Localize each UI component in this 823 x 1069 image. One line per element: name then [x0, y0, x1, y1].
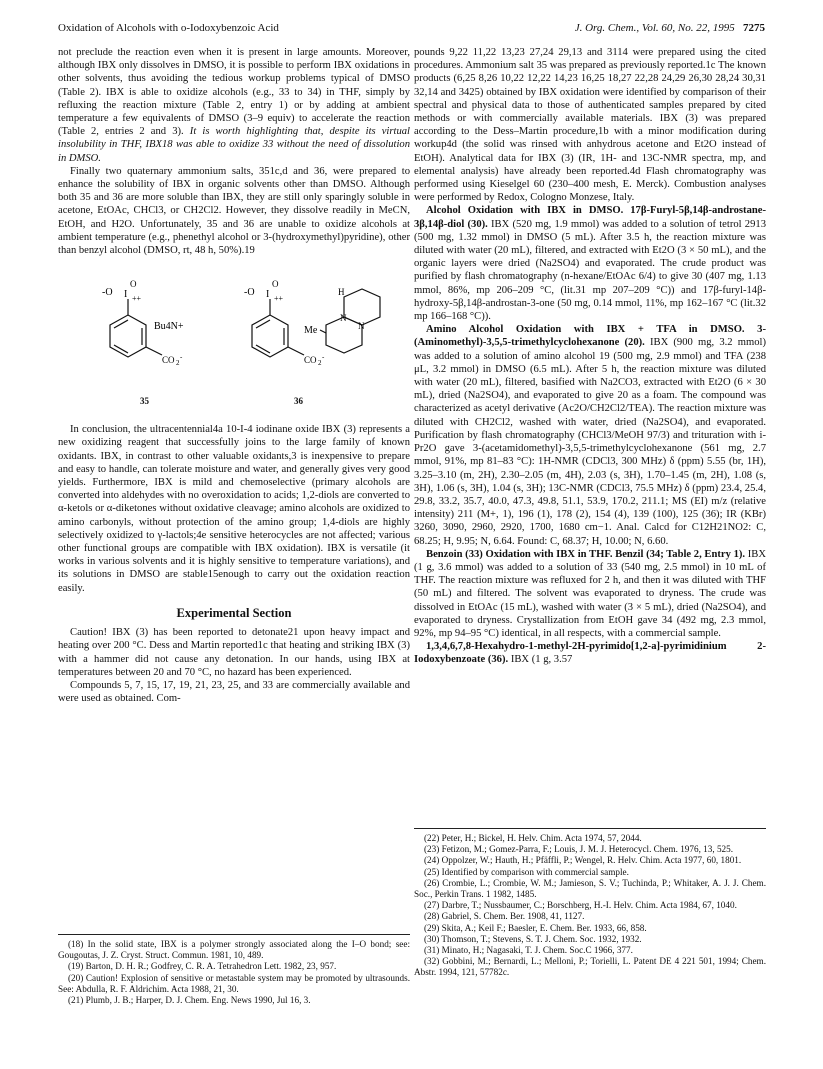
- footnote: (23) Fetizon, M.; Gomez-Parra, F.; Louis, J. M. J. Heterocycl. Chem. 1976, 13, 525.: [424, 844, 734, 855]
- running-head-title: Oxidation of Alcohols with o-Iodoxybenzoic Acid: [58, 22, 279, 34]
- footnote: (20) Caution! Explosion of sensitive or metastable system may be promoted by ultrasounds. See: Abdulla, R. F. Aldrichim. Acta 1988, 21, 30.: [58, 972, 410, 994]
- footnote: (18) In the solid state, IBX is a polymer strongly associated along the I–O bond; see: Gougoutas, J. Z. Cryst. Struct. Commun. 1981, 10, 489.: [58, 939, 410, 961]
- paragraph-left-4: Caution! IBX (3) has been reported to detonate21 upon heavy impact and heating over 200 °C. Dess and Martin reported1c that heating and striking IBX (3) with a hammer did not cause any detonation. In our hands, using IBX at temperatures between 20 and 70 °C, no hazard has been experienced.: [58, 627, 410, 678]
- footnote: (29) Skita, A.; Keil F.; Baesler, E. Chem. Ber. 1933, 66, 858.: [424, 922, 647, 933]
- footnote: (28) Gabriel, S. Chem. Ber. 1908, 41, 1127.: [424, 911, 585, 922]
- section-title: Experimental Section: [176, 605, 292, 620]
- paragraph-right-2: Alcohol Oxidation with IBX in DMSO. 17β-Furyl-5β,14β-androstane-3β,14β-diol (30). IBX (520 mg, 1.9 mmol) was added to a solution of tetrol 2913 (500 mg, 1.32 mmol) in DMSO (5 mL). After 3.5 h, the reaction mixture was diluted with water (20 mL), filtered, and extracted with Et2O (3 × 50 mL), and the organic layers were dried (Na2SO4) and evaporated. The crude product was purified by flash chromatography (n-hexane/EtOAc 6/4) to give 30 (407 mg, 1.13 mmol, 86%, mp 206–209 °C, (lit.31 mp 207–209 °C)) and 17β-furyl-14β-hydroxy-5β,14β-androstan-3-one (50 mg, 0.14 mmol, 11%, mp 162–167 °C (lit.32 mp 166–168 °C)).: [414, 205, 766, 323]
- chemical-structures: [58, 267, 410, 417]
- paragraph-right-4: Benzoin (33) Oxidation with IBX in THF. Benzil (34; Table 2, Entry 1). IBX (1 g, 3.6 mmol) was added to a solution of 33 (540 mg, 2.5 mmol) in 10 mL of THF. The reaction mixture was refluxed for 2 h, and then it was diluted with THF (50 mL) and filtered. The solvent was evaporated to dryness. The crude was dissolved in EtOAc (15 mL), washed with water (3 × 5 mL), dried (Na2SO4), and evaporated to dryness. Crystallization from EtOH gave 34 (492 mg, 2.3 mmol, 92%, mp 94–95 °C) identical, in all respects, with a commercial sample.: [414, 548, 766, 639]
- paragraph-right-5: 1,3,4,6,7,8-Hexahydro-1-methyl-2H-pyrimido[1,2-a]-pyrimidinium 2-Iodoxybenzoate (36). IBX (1 g, 3.57: [414, 641, 766, 666]
- footnotes-right: [414, 828, 766, 979]
- svg-text:-: -: [180, 353, 183, 362]
- paragraph-right-1: pounds 9,22 11,22 13,23 27,24 29,13 and 3114 were prepared using the cited procedures. Ammonium salt 35 was prepared as previously reported.1c The known products (6,25 8,26 10,22 12,22 14,23 16,25 18,27 22,28 24,29 26,30 28,24 30,31 32,14 and 3425) obtained by IBX oxidation were identified by comparison of their spectral and physical data to those of authenticated samples prepared by cited methods or with commercially available materials. IBX (3) was prepared according to the Dess–Martin procedure,1b with a minor modification during workup4d (the solid was rinsed with anhydrous acetone and Et2O instead of EtOH). Analytical data for IBX (3) (IR, 1H- and 13C-NMR spectra, mp, and elemental analysis) have already been reported.4d Flash chromatography was performed using Kieselgel 60 (230–400 mesh, E. Merck). Combustion analyses were performed by Redox, Cologno Monzese, Italy.: [414, 47, 766, 204]
- footnote: (19) Barton, D. H. R.; Godfrey, C. R. A. Tetrahedron Lett. 1982, 23, 957.: [68, 961, 337, 972]
- svg-text:2: 2: [176, 359, 180, 368]
- footnote: (21) Plumb, J. B.; Harper, D. J. Chem. Eng. News 1990, Jul 16, 3.: [68, 995, 311, 1006]
- footnotes-left: [58, 934, 410, 1006]
- struct-35-o-minus: -O: [102, 287, 113, 299]
- footnote: (31) Minato, H.; Nagasaki, T. J. Chem. Soc.C 1966, 377.: [424, 945, 633, 956]
- footnote: (32) Gobbini, M.; Bernardi, L.; Melloni, P.; Torielli, L. Patent DE 4 221 501, 1994; Chem. Abstr. 1994, 121, 57782c.: [414, 956, 766, 978]
- label-35: 35: [140, 396, 149, 407]
- structures-svg: [58, 267, 410, 417]
- footnote-rule: [414, 828, 766, 829]
- paragraph-left-1: not preclude the reaction even when it is present in large amounts. Moreover, although IBX only dissolves in DMSO, it is possible to perform IBX oxidations in other solvents, thus avoiding the tedious workup problems typical of DMSO (Table 2). IBX is able to oxidize alcohols (e.g., 33 to 34) in THF, simply by refluxing the reaction mixture (Table 2, entry 1) or by adding at ambient temperature a few equivalents of DMSO (3–9 equiv) to accelerate the reaction (Table 2, entries 2 and 3). It is worth highlighting that, despite its virtual insolubility in THF, IBX18 was able to oxidize 33 without the need of dissolution in DMSO.: [58, 47, 410, 164]
- svg-text:N: N: [358, 321, 365, 332]
- label-36: 36: [294, 396, 303, 407]
- running-head: [58, 22, 765, 38]
- svg-text:2: 2: [318, 359, 322, 368]
- svg-text:I: I: [266, 289, 270, 301]
- paragraph-left-5: Compounds 5, 7, 15, 17, 19, 21, 23, 25, and 33 are commercially available and were used as obtained. Com-: [58, 679, 410, 705]
- footnote: (24) Oppolzer, W.; Hauth, H.; Pfäffli, P.; Wengel, R. Helv. Chim. Acta 1977, 60, 1801.: [424, 855, 742, 866]
- svg-text:H: H: [338, 287, 345, 298]
- svg-text:++: ++: [274, 294, 284, 304]
- footnote: (26) Crombie, L.; Crombie, W. M.; Jamieson, S. V.; Tuchinda, P.; Whitaker, A. J. J. Chem. Soc., Perkin Trans. 1 1982, 1485.: [414, 877, 766, 900]
- page-number: 7275: [743, 22, 765, 34]
- svg-text:O: O: [272, 279, 279, 290]
- paragraph-right-3: Amino Alcohol Oxidation with IBX + TFA in DMSO. 3-(Aminomethyl)-3,5,5-trimethylcyclohexanone (20). IBX (900 mg, 3.2 mmol) was added to a solution of amino alcohol 19 (500 mg, 2.9 mmol) and TFA (238 μL, 3.2 mmol) in DMSO (6.5 mL). After 5 h, the reaction mixture was diluted with water (20 mL), filtered, basified with Na2CO3, extracted with Et2O (6 × 30 mL), dried (Na2SO4), and evaporated to give 20 as a foam. The compound was characterized as acetyl derivative (Ac2O/CH2Cl2/TEA). The reaction mixture was diluted with CH2Cl2, washed with water, dried (Na2SO4), and evaporated. Purification by flash chromatography (CHCl3/MeOH 97/3) and trituration with i-Pr2O gave 3-(acetamidomethyl)-3,5,5-trimethylcyclohexanone (561 mg, 2.7 mmol, 91%, mp 81–83 °C): 1H-NMR (CDCl3, 300 MHz) δ (ppm) 5.55 (br, 1H), 3.25–3.10 (m, 2H), 2.30–2.05 (m, 4H), 2.03 (s, 3H), 1.70–1.45 (m, 2H), 1.08 (s, 3H), 1.06 (s, 3H), 1.04 (s, 3H); 13C-NMR (CDCl3, 75.5 MHz) δ (ppm) 23.4, 25.4, 29.8, 33.2, 35.7, 40.0, 47.3, 49.8, 51.1, 53.9, 170.2, 211.1; MS (EI) m/z (relative intensity) 211 (M+, 1), 196 (1), 178 (2), 154 (4), 139 (100), 125 (36); IR (KBr) 3260, 3090, 2960, 2920, 1700, 1680 cm−1. Anal. Calcd for C12H21NO2: C, 68.25; H, 9.95; N, 6.64. Found: C, 68.37; H, 10.00; N, 6.60.: [414, 324, 766, 547]
- left-column: [58, 46, 410, 705]
- svg-text:N: N: [340, 313, 347, 324]
- footnote: (22) Peter, H.; Bickel, H. Helv. Chim. Acta 1974, 57, 2044.: [424, 833, 642, 843]
- struct-35-co2: CO: [162, 355, 175, 366]
- struct-35-plus: ++: [132, 294, 142, 304]
- paragraph-left-2: Finally two quaternary ammonium salts, 351c,d and 36, were prepared to enhance the solubility of IBX in organic solvents other than DMSO. Although both 35 and 36 are more soluble than IBX, they are still only sparingly soluble in acetone, EtOAc, CHCl3, or CH2Cl2. However, they dissolve readily in MeCN, EtOH, and H2O. Unfortunately, 35 and 36 are unable to oxidize alcohols at ambient temperature (e.g., phenethyl alcohol or 3-(hydroxymethyl)pyridine), other than benzyl alcohol (DMSO, rt, 48 h, 50%).19: [58, 165, 410, 257]
- struct-35-iodine: I: [124, 289, 128, 301]
- footnote-rule: [58, 934, 410, 935]
- struct-35-o-top: O: [130, 279, 137, 290]
- running-head-journal: J. Org. Chem., Vol. 60, No. 22, 1995 7275: [574, 22, 765, 34]
- footnote: (25) Identified by comparison with commercial sample.: [424, 866, 629, 877]
- struct-36-methyl: Me: [304, 325, 318, 337]
- right-column: [414, 46, 766, 667]
- struct-35-counterion: Bu4N+: [154, 321, 184, 333]
- footnote: (27) Darbre, T.; Nussbaumer, C.; Borschberg, H.-I. Helv. Chim. Acta 1984, 67, 1040.: [424, 900, 737, 911]
- footnote: (30) Thomson, T.; Stevens, S. T. J. Chem. Soc. 1932, 1932.: [424, 933, 642, 944]
- svg-text:-O: -O: [244, 287, 255, 299]
- svg-text:-: -: [322, 353, 325, 362]
- paragraph-left-3: In conclusion, the ultracentennial4a 10-I-4 iodinane oxide IBX (3) represents a new oxidizing reagent that successfully joins to the large family of known oxidants. IBX, in contrast to other valuable oxidants,3 is inexpensive to prepare and easy to handle, can tolerate moisture and water, and generally gives very good yields. Furthermore, IBX is mild and chemoselective (primary alcohols are converted into aldehydes with no overoxidation to acids; 1,2-diols are converted to α-ketols or α-diketones without oxidative cleavage; amino alcohols are oxidized to amino carbonyls, without protection of the amino group; 1,4-diols are highly selectively oxidized to γ-lactols;4e sensitive heterocycles are not affected; various other functional groups are compatible with IBX oxidation). IBX is versatile (it works in various solvents and it is highly sensitive to temperature variations), and its solutions in DMSO are stable15enough to carry out the oxidation reaction easily.: [58, 424, 410, 594]
- svg-text:CO: CO: [304, 355, 317, 366]
